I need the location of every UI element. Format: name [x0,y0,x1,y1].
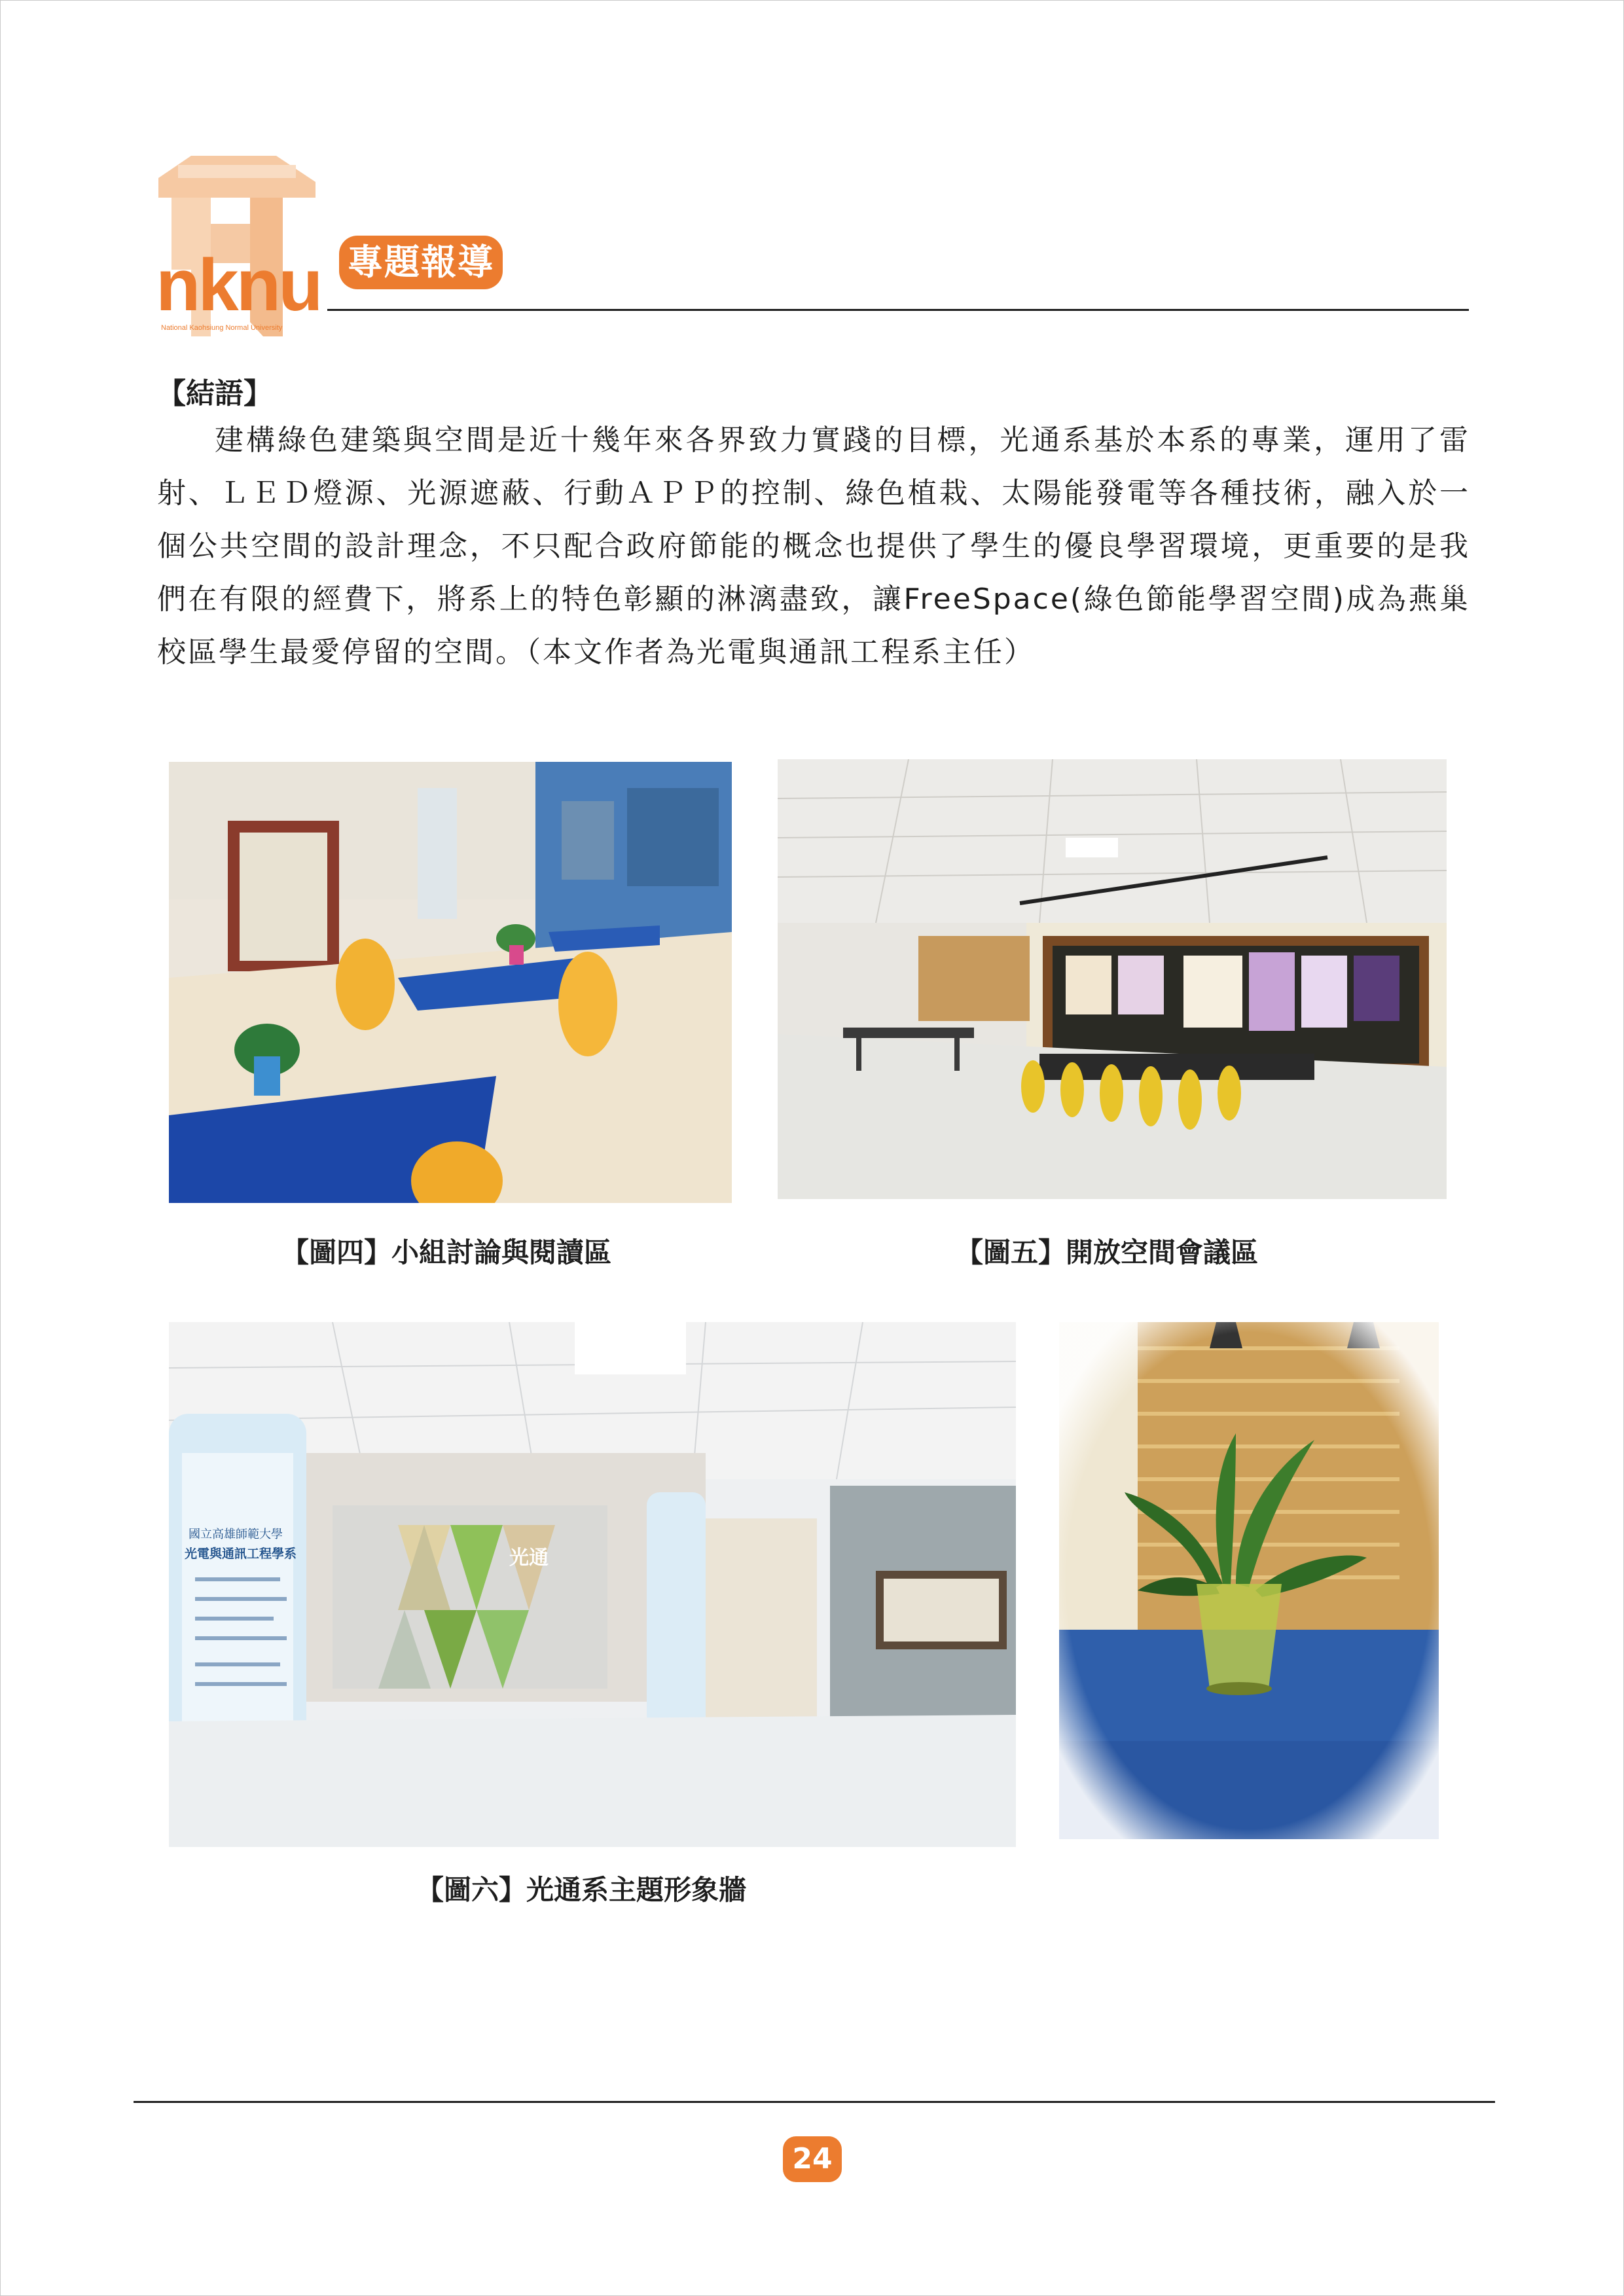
svg-text:光通: 光通 [509,1547,549,1570]
svg-text:nknu: nknu [156,244,321,326]
page-number: 24 [783,2136,842,2182]
photo-potted-plant [1059,1322,1439,1839]
footer-divider [134,2101,1495,2103]
svg-text:國立高雄師範大學: 國立高雄師範大學 [189,1528,283,1541]
nknu-logo [152,152,329,336]
photo-study-area [169,762,732,1203]
section-badge: 專題報導 [339,236,503,289]
article-paragraph: 建構綠色建築與空間是近十幾年來各界致力實踐的目標，光通系基於本系的專業，運用了雷射、ＬＥＤ燈源、光源遮蔽、行動ＡＰＰ的控制、綠色植栽、太陽能發電等各種技術，融入於一個公共空間的設計理念，不只配合政府節能的概念也提供了學生的優良學習環境，更重要的是我們在有限的經費下，將系上的特色彰顯的淋漓盡致，讓FreeSpace(綠色節能學習空間)成為燕巢校區學生最愛停留的空間。（本文作者為光電與通訊工程系主任） [157,423,1470,669]
svg-text:光電與通訊工程學系: 光電與通訊工程學系 [185,1547,297,1561]
section-heading: 【結語】 [157,377,272,410]
caption-figure-5: 【圖五】開放空間會議區 [956,1236,1259,1268]
header-divider [327,309,1469,311]
photo-meeting-area [778,759,1447,1199]
photo-theme-wall [169,1322,1016,1847]
svg-text:National Kaohsiung Normal Univ: National Kaohsiung Normal University [161,324,283,332]
caption-figure-4: 【圖四】小組討論與閱讀區 [281,1236,612,1268]
caption-figure-6: 【圖六】光通系主題形象牆 [416,1874,747,1906]
